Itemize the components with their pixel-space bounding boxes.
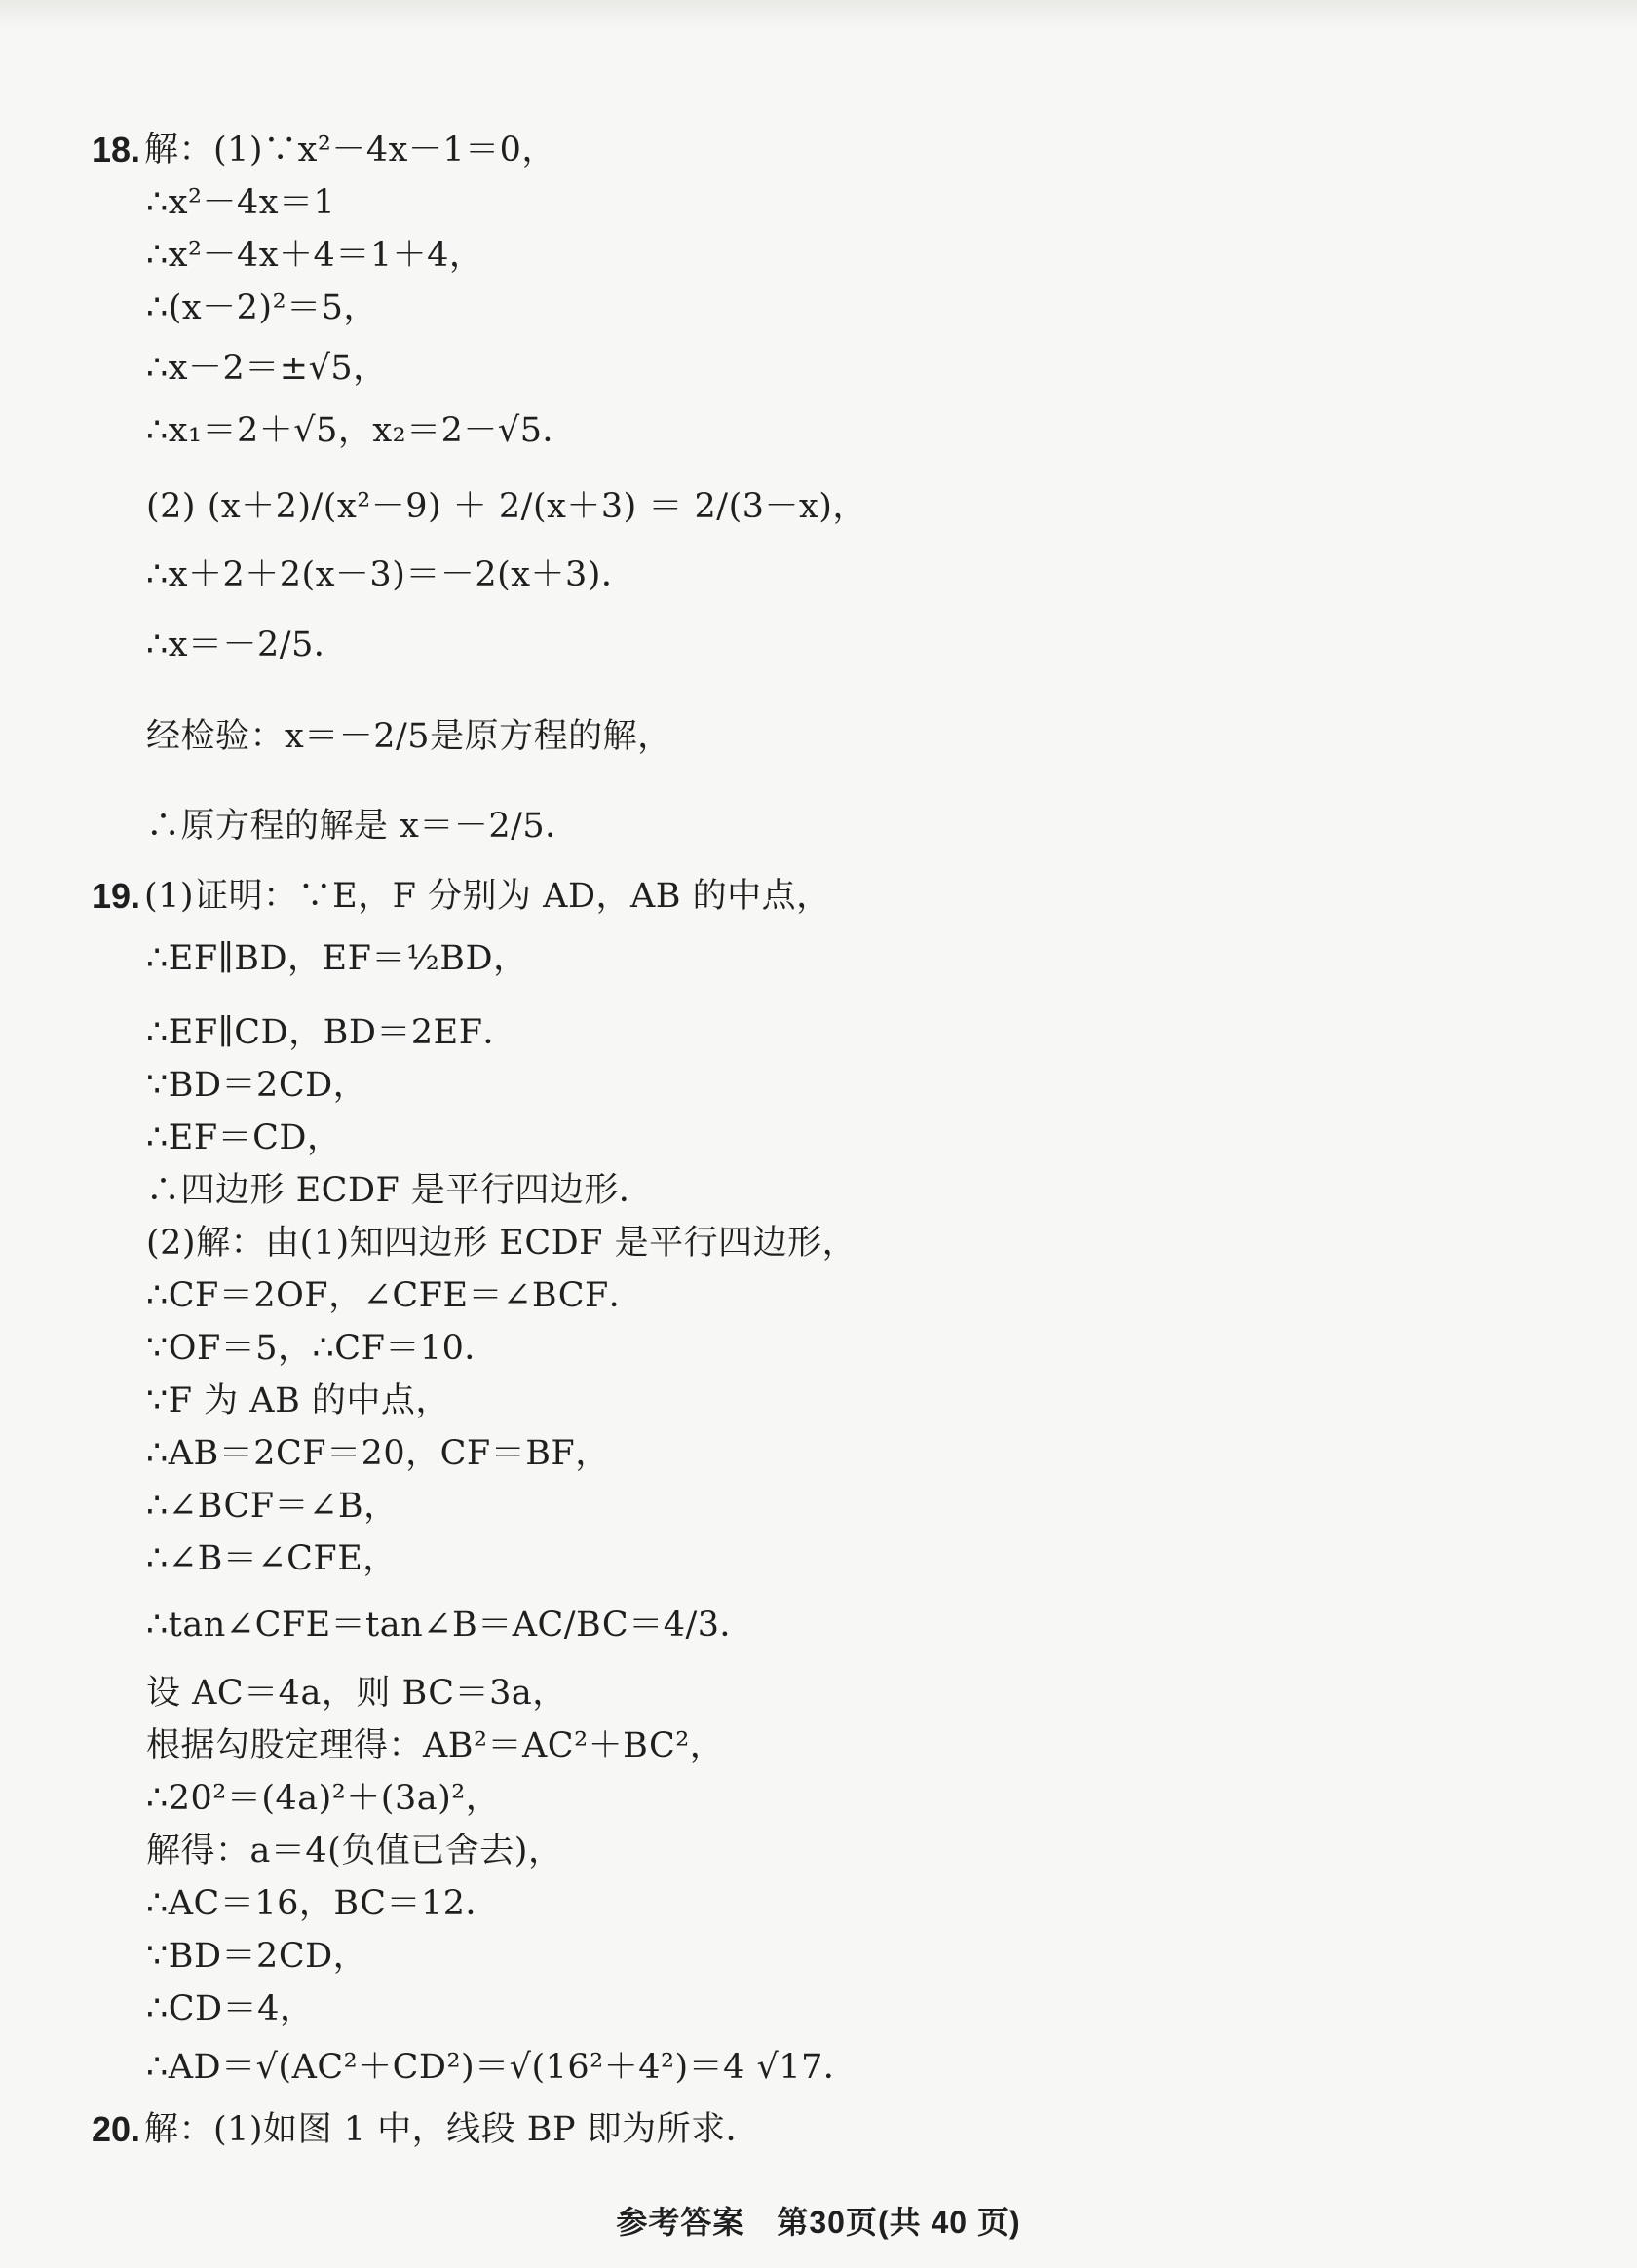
p19-line-9: ∵OF＝5，∴CF＝10．	[146, 1329, 499, 1368]
p20-line-1: 解：(1)如图 1 中，线段 BP 即为所求．	[144, 2110, 761, 2149]
p19-line-1: (1)证明：∵E，F 分别为 AD，AB 的中点，	[144, 877, 831, 916]
p18-line-8: ∴x＋2＋2(x－3)＝－2(x＋3)．	[146, 555, 636, 594]
p18-line-4: ∴(x－2)²＝5，	[146, 288, 378, 327]
p19-line-13: ∴∠B＝∠CFE，	[146, 1539, 398, 1578]
p19-line-3: ∴EF∥CD，BD＝2EF．	[146, 1013, 517, 1052]
p19-line-22: ∴AD＝√(AC²＋CD²)＝√(16²＋4²)＝4 √17．	[146, 2048, 858, 2087]
p19-line-6: ∴四边形 ECDF 是平行四边形．	[146, 1171, 654, 1210]
p19-line-2: ∴EF∥BD，EF＝½BD，	[146, 939, 528, 978]
p18-line-5: ∴x－2＝±√5，	[146, 349, 388, 388]
problem-20-number: 20.	[92, 2109, 141, 2149]
p18-line-7: (2) (x＋2)/(x²－9) ＋ 2/(x＋3) ＝ 2/(3－x)，	[146, 487, 867, 526]
p18-line-2: ∴x²－4x＝1	[146, 183, 336, 222]
p19-line-5: ∴EF＝CD，	[146, 1118, 342, 1157]
page-footer: 参考答案 第30页(共 40 页)	[616, 2205, 1021, 2240]
p19-line-15: 设 AC＝4a，则 BC＝3a，	[146, 1674, 567, 1713]
p19-line-12: ∴∠BCF＝∠B，	[146, 1487, 399, 1526]
p19-line-10: ∵F 为 AB 的中点，	[146, 1381, 450, 1420]
p18-line-9: ∴x＝－2/5．	[146, 625, 349, 664]
problem-18-number: 18.	[92, 130, 141, 170]
p19-line-8: ∴CF＝2OF，∠CFE＝∠BCF．	[146, 1276, 644, 1315]
p18-line-3: ∴x²－4x＋4＝1＋4，	[146, 236, 484, 275]
p19-line-11: ∴AB＝2CF＝20，CF＝BF，	[146, 1434, 610, 1473]
p19-line-20: ∵BD＝2CD，	[146, 1937, 368, 1976]
p19-line-21: ∴CD＝4，	[146, 1989, 315, 2028]
p19-line-17: ∴20²＝(4a)²＋(3a)²，	[146, 1779, 501, 1818]
p19-line-18: 解得：a＝4(负值已舍去)，	[146, 1832, 563, 1871]
p18-line-1: 解：(1)∵x²－4x－1＝0，	[144, 131, 556, 170]
problem-19-number: 19.	[92, 876, 141, 916]
p19-line-14: ∴tan∠CFE＝tan∠B＝AC/BC＝4/3．	[146, 1606, 755, 1644]
p18-line-10: 经检验：x＝－2/5是原方程的解，	[146, 717, 672, 756]
scan-edge	[0, 0, 1637, 29]
p19-line-16: 根据勾股定理得：AB²＝AC²＋BC²，	[146, 1726, 725, 1765]
p18-line-11: ∴原方程的解是 x＝－2/5．	[146, 807, 580, 846]
p18-line-6: ∴x₁＝2＋√5，x₂＝2－√5．	[146, 411, 577, 450]
p19-line-19: ∴AC＝16，BC＝12．	[146, 1884, 501, 1923]
p19-line-4: ∵BD＝2CD，	[146, 1066, 368, 1105]
p19-line-7: (2)解：由(1)知四边形 ECDF 是平行四边形，	[146, 1224, 857, 1263]
